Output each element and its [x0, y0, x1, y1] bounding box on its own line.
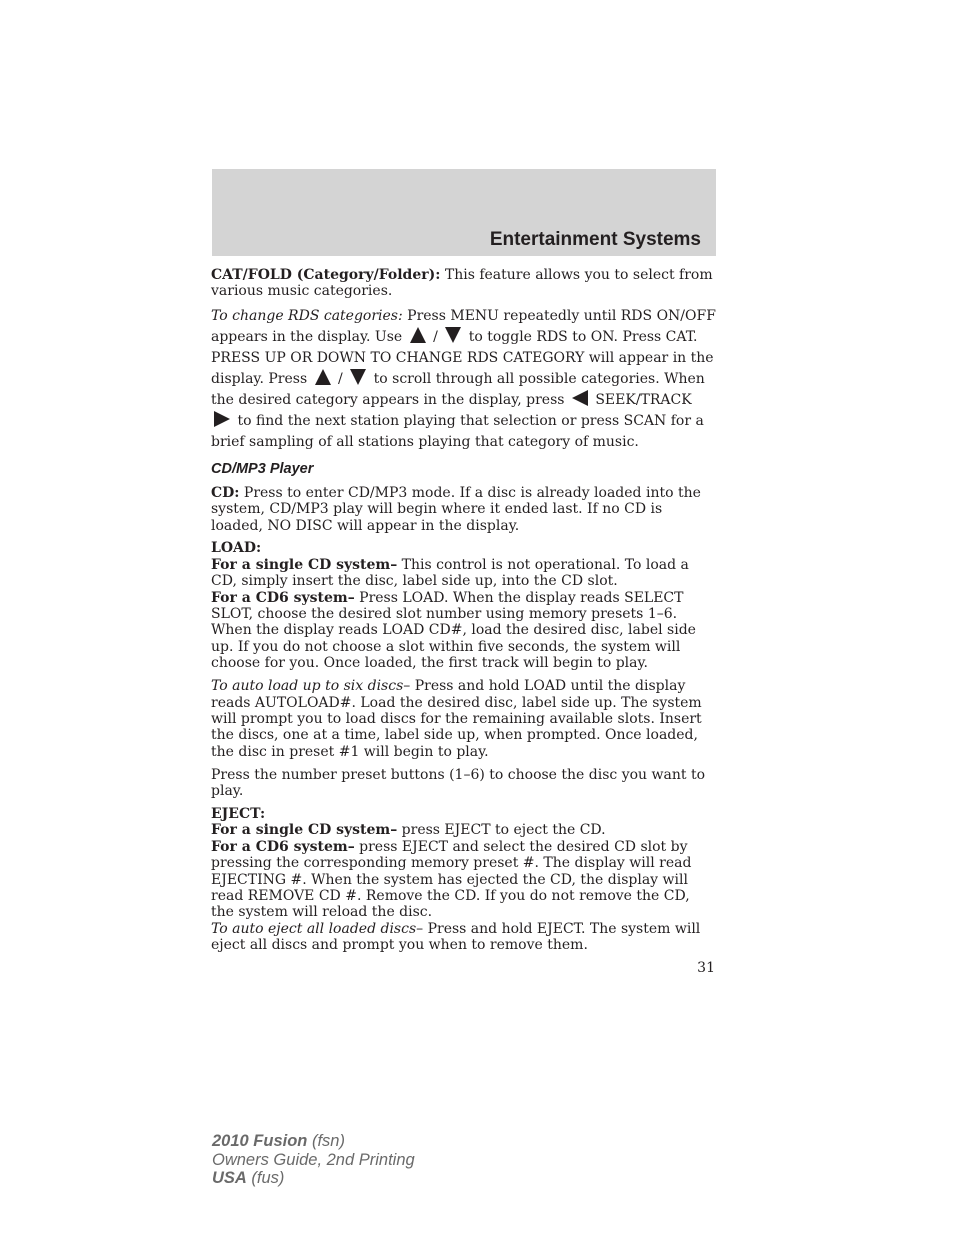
load-cd6-label: For a CD6 system– [211, 589, 355, 606]
catfold-text: This feature allows you to select from various music categories. [211, 267, 713, 300]
autoload-lead: To auto load up to six discs [211, 678, 404, 695]
rds-text-3: to scroll through all possible categories. When the desired category appears in the display, press [211, 371, 705, 409]
cd-paragraph [211, 485, 717, 534]
footer-market: USA [212, 1169, 247, 1187]
section-title: Entertainment Systems [489, 229, 701, 250]
arrow-up-icon [315, 369, 331, 385]
eject-single-label: For a single CD system– [211, 822, 398, 839]
arrow-down-icon [445, 327, 461, 343]
eject-label: EJECT: [211, 806, 266, 823]
rds-separator-1: / [428, 329, 443, 346]
rds-text-2: to toggle RDS to ON. Press CAT. PRESS UP OR DOWN TO CHANGE RDS CATEGORY will appear in the display. Press [211, 329, 714, 388]
footer-line-2: Owners Guide, 2nd Printing [212, 1150, 415, 1169]
load-label: LOAD: [211, 540, 262, 557]
autoeject-lead: To auto eject all loaded discs [211, 920, 417, 937]
catfold-label: CAT/FOLD (Category/Folder): [211, 267, 441, 283]
load-cd6-paragraph [211, 590, 717, 672]
footer-market-code: (fus) [246, 1169, 285, 1187]
eject-cd6-label: For a CD6 system– [211, 838, 355, 855]
page-content [211, 267, 717, 954]
arrow-down-icon [350, 369, 366, 385]
load-single-label: For a single CD system– [211, 556, 398, 573]
eject-single-paragraph [211, 822, 717, 838]
footer-model-code: (fsn) [307, 1132, 345, 1150]
footer-line-1 [212, 1132, 415, 1151]
load-cd6-text: Press LOAD. When the display reads SELECT SLOT, choose the desired slot number using memory presets 1–6. When the display reads LOAD CD#, load the desired disc, label side up. If you do not choose a slot within five seconds, the system will choose for you. Once loaded, the first track will begin to play. [211, 589, 696, 672]
seek-left-icon [572, 390, 588, 406]
load-heading [211, 540, 717, 556]
preset-paragraph: Press the number preset buttons (1–6) to choose the disc you want to play. [211, 766, 705, 800]
load-single-paragraph [211, 557, 717, 590]
cd-text: Press to enter CD/MP3 mode. If a disc is already loaded into the system, CD/MP3 play will begin where it ended last. If no CD is loaded, NO DISC will appear in the display. [211, 484, 701, 534]
seek-right-icon [214, 411, 230, 427]
rds-lead: To change RDS categories: [211, 308, 403, 325]
autoload-paragraph [211, 678, 717, 760]
autoeject-paragraph [211, 921, 717, 954]
footer-line-3 [212, 1169, 415, 1188]
eject-cd6-paragraph [211, 839, 717, 921]
autoload-text: – Press and hold LOAD until the display reads AUTOLOAD#. Load the desired disc, label side up. The system will prompt you to load discs for the remaining available slots. Insert the discs, one at a time, label side up, when prompted. Once loaded, the disc in preset #1 will begin to play. [211, 678, 702, 760]
eject-cd6-text: press EJECT and select the desired CD slot by pressing the corresponding memory preset #. The display will read EJECTING #. When the system has ejected the CD, the display will read REMOVE CD #. Remove the CD. If you do not remove the CD, the system will reload the disc. [211, 838, 692, 921]
rds-seek-label: SEEK/TRACK [590, 392, 692, 409]
rds-paragraph [211, 306, 717, 453]
rds-text-1: Press MENU repeatedly until RDS ON/OFF appears in the display. Use [211, 308, 716, 346]
eject-heading [211, 806, 717, 822]
rds-separator-2: / [333, 371, 348, 388]
arrow-up-icon [410, 327, 426, 343]
load-single-text: This control is not operational. To load a CD, simply insert the disc, label side up, into the CD slot. [211, 556, 689, 590]
catfold-paragraph [211, 267, 717, 300]
section-header [212, 169, 716, 256]
footer-model: 2010 Fusion [212, 1132, 308, 1150]
footer [212, 1132, 415, 1188]
rds-text-4: to find the next station playing that selection or press SCAN for a brief sampling of all stations playing that category of music. [211, 413, 704, 451]
autoeject-text: – Press and hold EJECT. The system will eject all discs and prompt you when to remove them. [211, 920, 701, 954]
cdmp3-heading: CD/MP3 Player [211, 461, 314, 478]
eject-single-text: press EJECT to eject the CD. [397, 822, 606, 839]
cd-label: CD: [211, 484, 240, 501]
page-number: 31 [697, 960, 715, 976]
